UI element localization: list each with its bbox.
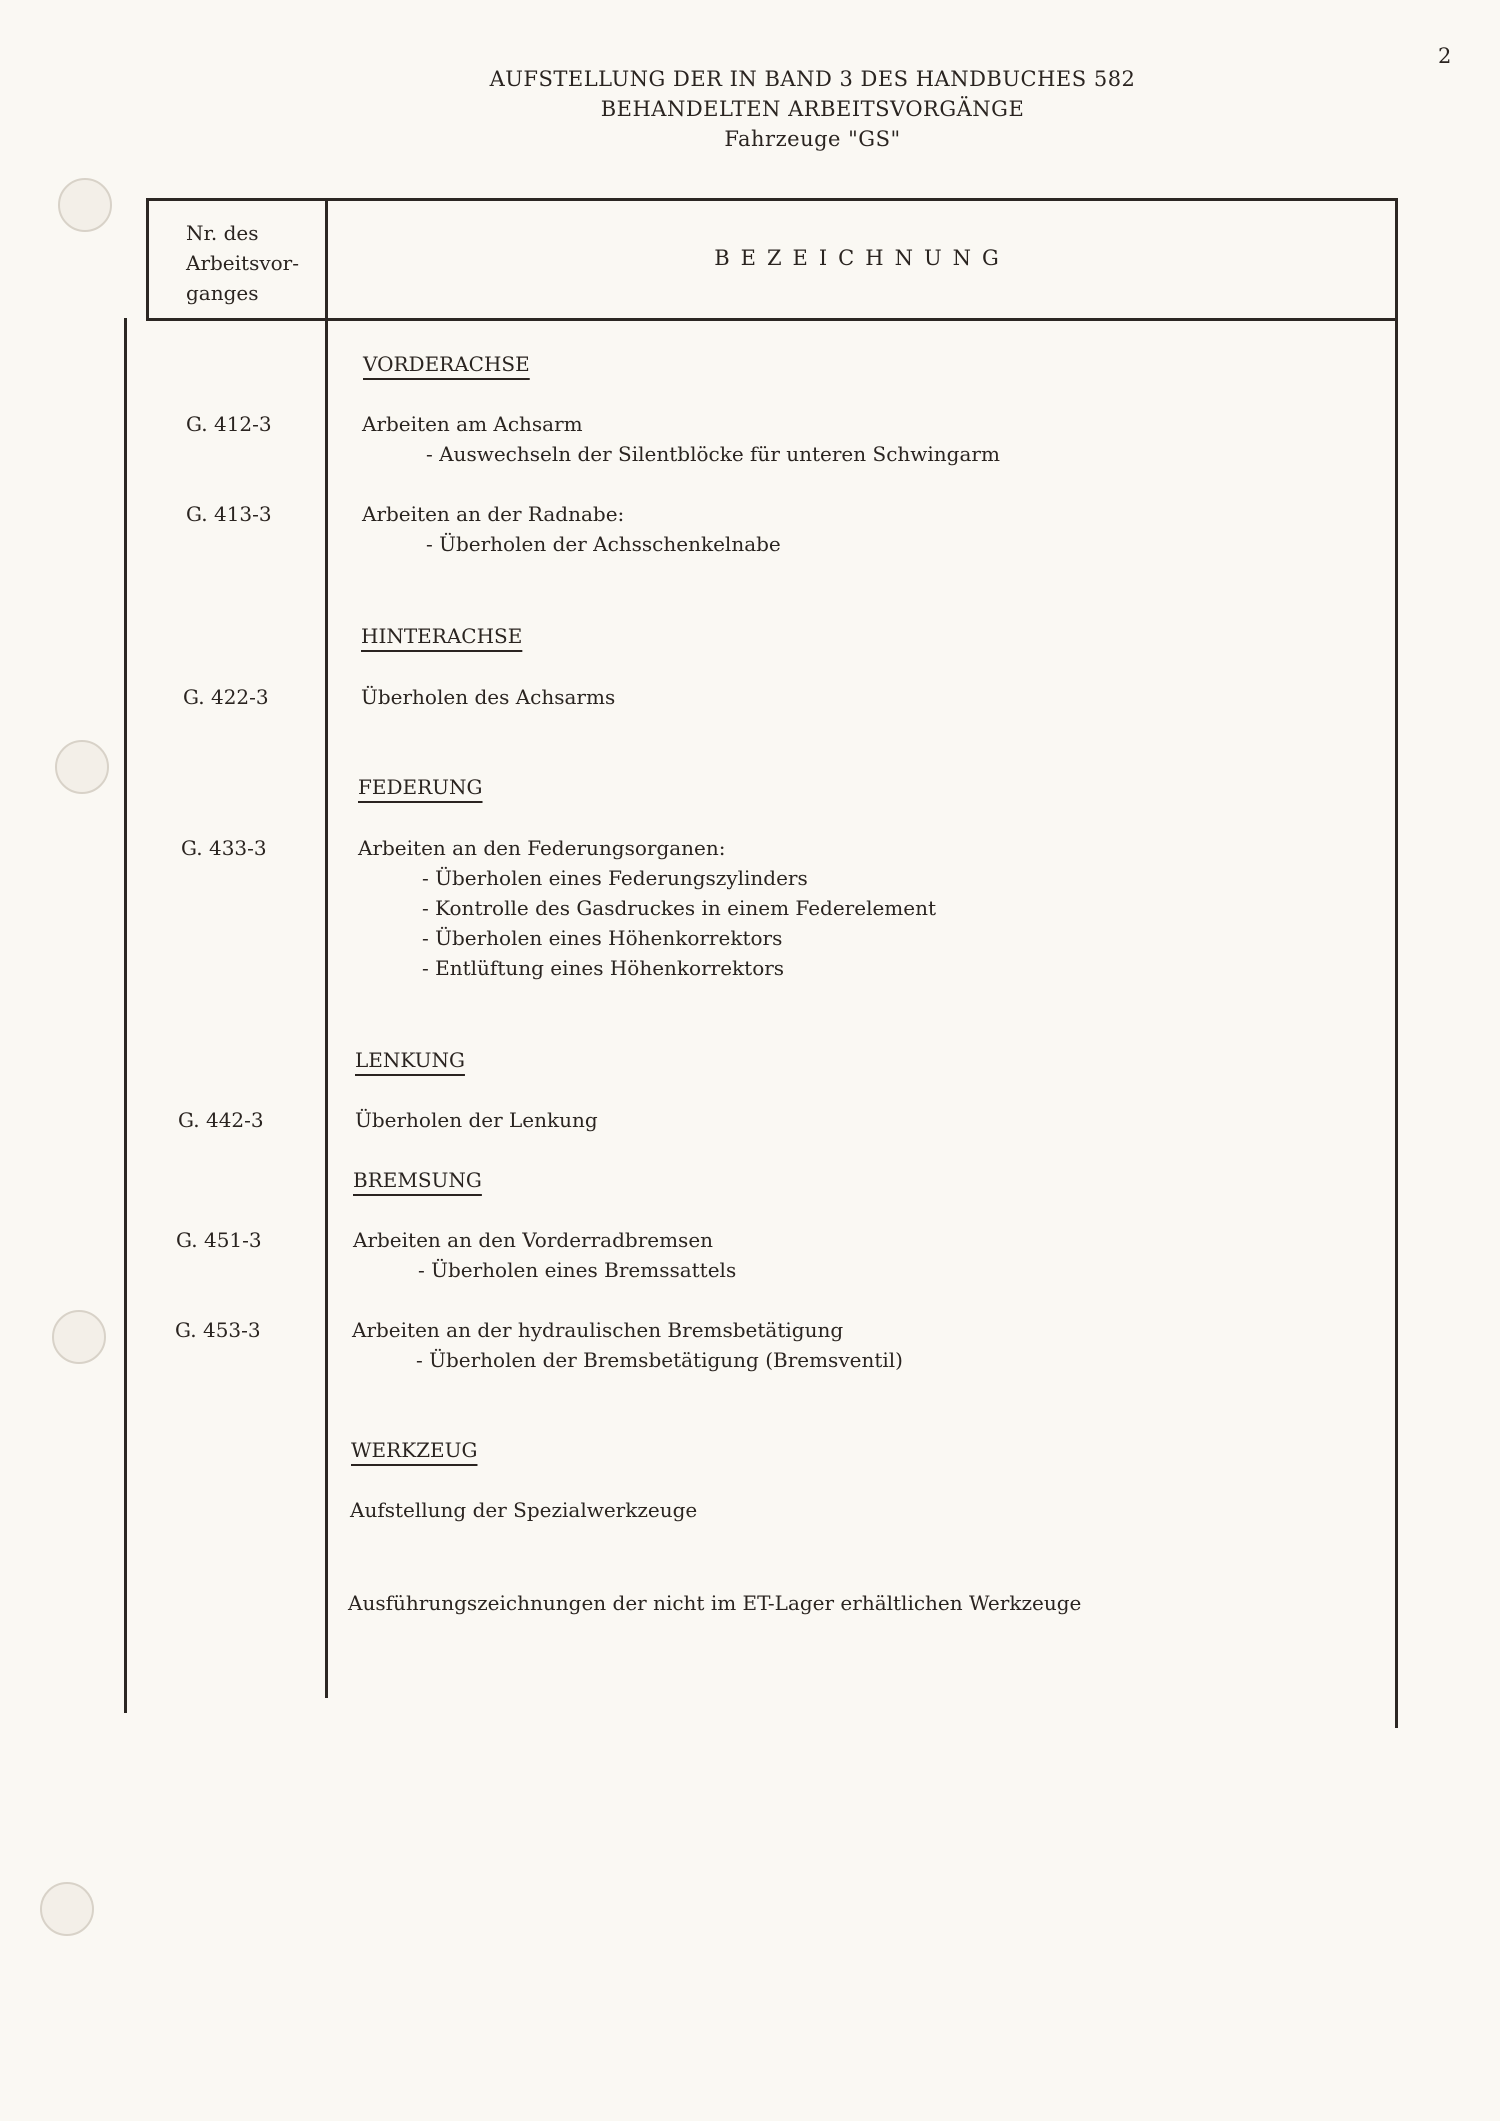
- werkzeug-item-1: Aufstellung der Spezialwerkzeuge: [350, 1498, 698, 1522]
- op-title-g442: Überholen der Lenkung: [355, 1108, 598, 1132]
- op-item-g451-1: - Überholen eines Bremssattels: [418, 1258, 737, 1282]
- op-number-g422: G. 422-3: [183, 685, 269, 709]
- document-title-line1: AUFSTELLUNG DER IN BAND 3 DES HANDBUCHES 582: [489, 67, 1136, 91]
- column-header-number-line3: ganges: [186, 281, 259, 305]
- table-left-border: [124, 318, 127, 1713]
- section-federung: FEDERUNG: [358, 775, 483, 799]
- op-number-g451: G. 451-3: [176, 1228, 262, 1252]
- document-title-line2: BEHANDELTEN ARBEITSVORGÄNGE: [600, 97, 1025, 121]
- op-item-g433-1: - Überholen eines Federungszylinders: [422, 866, 808, 890]
- op-number-g433: G. 433-3: [181, 836, 267, 860]
- table-header-border: [146, 318, 1398, 321]
- op-item-g413-1: - Überholen der Achsschenkelnabe: [426, 532, 781, 556]
- op-number-g413: G. 413-3: [186, 502, 272, 526]
- table-right-border: [1395, 198, 1398, 1728]
- op-item-g433-3: - Überholen eines Höhenkorrektors: [422, 926, 783, 950]
- op-item-g453-1: - Überholen der Bremsbetätigung (Bremsventil): [416, 1348, 903, 1372]
- binder-hole-4: [40, 1882, 94, 1936]
- op-title-g422: Überholen des Achsarms: [361, 685, 616, 709]
- binder-hole-3: [52, 1310, 106, 1364]
- op-number-g442: G. 442-3: [178, 1108, 264, 1132]
- op-title-g412: Arbeiten am Achsarm: [362, 412, 583, 436]
- page-number: 2: [1438, 44, 1452, 68]
- werkzeug-item-2: Ausführungszeichnungen der nicht im ET-Lager erhältlichen Werkzeuge: [348, 1591, 1082, 1615]
- op-number-g412: G. 412-3: [186, 412, 272, 436]
- op-title-g433: Arbeiten an den Federungsorganen:: [358, 836, 726, 860]
- op-number-g453: G. 453-3: [175, 1318, 261, 1342]
- section-vorderachse: VORDERACHSE: [363, 352, 530, 376]
- op-title-g413: Arbeiten an der Radnabe:: [362, 502, 625, 526]
- op-title-g453: Arbeiten an der hydraulischen Bremsbetätigung: [352, 1318, 844, 1342]
- table-top-border: [146, 198, 1398, 201]
- column-header-bezeichnung: BEZEICHNUNG: [714, 246, 1010, 270]
- op-item-g433-2: - Kontrolle des Gasdruckes in einem Federelement: [422, 896, 937, 920]
- op-title-g451: Arbeiten an den Vorderradbremsen: [353, 1228, 714, 1252]
- binder-hole-1: [58, 178, 112, 232]
- column-divider: [325, 198, 328, 1698]
- section-lenkung: LENKUNG: [355, 1048, 465, 1072]
- section-bremsung: BREMSUNG: [353, 1168, 482, 1192]
- column-header-number: [186, 218, 316, 308]
- op-item-g433-4: - Entlüftung eines Höhenkorrektors: [422, 956, 785, 980]
- section-hinterachse: HINTERACHSE: [361, 624, 523, 648]
- section-werkzeug: WERKZEUG: [351, 1438, 478, 1462]
- column-header-number-line1: Nr. des: [186, 221, 259, 245]
- op-item-g412-1: - Auswechseln der Silentblöcke für unteren Schwingarm: [426, 442, 1000, 466]
- binder-hole-2: [55, 740, 109, 794]
- column-header-number-line2: Arbeitsvor-: [186, 251, 299, 275]
- table-left-border-top: [146, 198, 149, 320]
- document-title-line3: Fahrzeuge "GS": [724, 127, 901, 151]
